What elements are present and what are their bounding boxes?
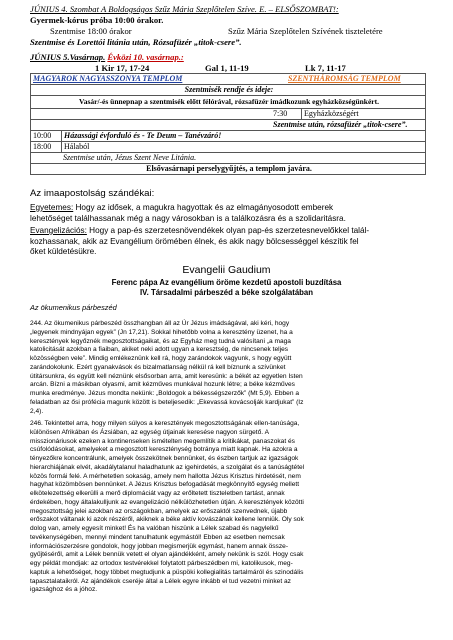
paragraph-line: csúfolódásokat, amelyeket a megosztott kereszténység botránya miatt kapnak. Ha azokra a	[30, 446, 298, 454]
reading-3: Lk 7, 11-17	[305, 63, 346, 73]
schedule-note: Szentmise után, rózsafüzér „titok-csere”.	[273, 120, 408, 129]
sunday-date: JÚNIUS 5.Vasárnap.	[30, 52, 106, 62]
paragraph-line: közösségben vele”. Mindig emlékeznünk kell rá, hogy zarándokok vagyunk, s hogy együtt	[30, 355, 292, 362]
order-title-row	[31, 85, 425, 96]
paragraph-line: közös formái felé. A mérhetetlen sokaság, amely nem hallotta Jézus Krisztus hirdetését, nem	[30, 472, 301, 480]
mass-schedule-table	[30, 73, 426, 175]
schedule-time: 7:30	[273, 109, 288, 118]
gaudium-subtitle-2: IV. Társadalmi párbeszéd a béke szolgálatában	[139, 288, 314, 297]
gaudium-title: Evangelii Gaudium	[182, 264, 271, 276]
evangelizing-intention-label: Evangelizációs:	[30, 226, 87, 235]
paragraph-line: „legyenek mindnyájan egyek” (Jn 17,21). Sokkal hihetőbb volna a keresztény üzenet, ha a	[30, 328, 293, 336]
evangelizing-intention-line: őket küldetésükre.	[30, 247, 97, 257]
paragraph-line: hagyhat közömbösen bennünket. A Jézus Krisztus befogadását megkönnyítő egység mellett	[30, 481, 300, 489]
paragraph-line: gyűjtéséről, amit a Lélek bennük vetett el olyan ajándékként, amely nekünk is szól. Hogy csak	[30, 551, 304, 559]
schedule-note	[61, 153, 271, 164]
schedule-row	[31, 120, 425, 131]
paragraph-line: megosztottság jelei azokban az országokban, amelyek az erőszaktól szenvednek, újabb	[30, 507, 288, 515]
paragraph-line: elkötelezettség elkerülli a merő diplomáciát vagy az erőltetett tiszteletben tartást, annak	[30, 490, 285, 497]
evangelizing-intention-line: kozhassanak, akik az Evangélium örömében élnek, és akik nagy bölcsességgel készítik fel	[30, 236, 359, 246]
general-intention-label: Egyetemes:	[30, 203, 74, 212]
schedule-time: 18:00	[33, 142, 52, 151]
choir-rehearsal: Gyermek-kórus próba 10:00 órakor.	[30, 15, 164, 25]
paragraph-246	[30, 420, 425, 595]
saturday-litany-note: Szentmise és Lorettói litánia után, Rózsafüzér „titok-csere”.	[30, 37, 242, 47]
schedule-intention: Hálaból	[61, 142, 271, 153]
schedule-row	[31, 131, 425, 142]
schedule-note-text: Szentmise után, Jézus Szent Neve Litánia.	[63, 153, 197, 162]
paragraph-line: információszerzésre gondolok, hogy jobban megismerjük egymást, hanem annak össze-	[30, 542, 289, 550]
paragraph-line: arcán. Bízni a másikban olyasmi, amit kézműves munkával hozunk létre; a béke kézműves	[30, 381, 295, 389]
sunday-week-name: Évközi 10. vasárnap.:	[107, 52, 184, 62]
collection-row	[31, 164, 425, 175]
paragraph-line: kaptuk a lehetőséget, hogy többet megtudjunk a püspöki kollegialitás tartalmáról és szinodális	[30, 568, 304, 576]
saturday-heading	[30, 4, 339, 14]
paragraph-line: igazsághoz és a jóhoz.	[30, 586, 98, 594]
collection-note: Elsővasárnapi perselygyűjtés, a templom javára.	[146, 164, 312, 173]
paragraph-line: katolicitását azokban a fiaiban, akiket neki adott ugyan a keresztség, de nincsenek teljes	[30, 346, 289, 354]
paragraph-244	[30, 320, 425, 416]
evangelizing-intention-line: Hogy a pap-és szerzetesnövendékek olyan pap-és szerzetesnevelőkkel talál-	[89, 226, 370, 235]
schedule-time: 10:00	[33, 131, 52, 140]
paragraph-line: 2,4).	[30, 407, 44, 415]
church-right-name: SZENTHÁROMSÁG TEMPLOM	[288, 74, 401, 83]
paragraph-line: tényezőkre koncentrálunk, amelyek összekötnek bennünket, és észben tartjuk az igazságok	[30, 455, 299, 462]
paragraph-line: útitársunkra, és együtt kell néznünk elsősorban arra, amit keresünk: a békét az egyetlen Isten	[30, 372, 303, 380]
schedule-row	[31, 142, 425, 153]
paragraph-line: dolog van, amely egyesít minket! És ha valóban hiszünk a Lélek szabad és nagylelkű	[30, 525, 279, 532]
paragraph-line: tevékenységében, mennyi mindent tanulhatunk egymástól! Ebben az esetben nemcsak	[30, 533, 285, 541]
general-intention-line: Hogy az idősek, a magukra hagyottak és az elmagányosodott emberek	[75, 203, 334, 212]
schedule-row	[31, 109, 425, 120]
paragraph-line: egy példát mondjak: az ortodox testvérekkel folytatott párbeszédben mi, katolikusok, meg-	[30, 560, 293, 567]
mass-order-title: Szentmisék rendje és ideje:	[184, 85, 274, 94]
general-intention-line: lehetőséget találhassanak még a nagy városokban is a találkozásra és a szolidaritásra.	[30, 213, 346, 223]
saturday-mass-time: Szentmise 18:00 órakor	[50, 26, 132, 36]
paragraph-line: különösen Afrikában és Ázsiában, az egység útjainak keresése nagyon sürgető. A	[30, 428, 269, 436]
paragraph-line: tapasztalataikról. Az ajándékok cseréje által a Lélek egyre inkább el tud vezetni minket az	[30, 577, 291, 585]
rosary-note: Vasár/-és ünnepnap a szentmisék előtt félórával, rózsafüzér imádkozunk egyházközségünkért.	[79, 97, 379, 106]
evangelizing-intention	[30, 226, 425, 258]
schedule-row	[31, 153, 425, 164]
saturday-heading-text: JÚNIUS 4. Szombat A Boldogságos Szűz Mária Szeplőtelen Szíve. E. – ELSŐSZOMBAT!:	[30, 4, 339, 14]
paragraph-line: érdekében, hogy általakulljunk az evangelizáció nélkülözhetetlen útján. A keresztények közötti	[30, 498, 304, 506]
paragraph-line: misszionáriusok ezeken a kontinenseken ismételten megemlítik a kritikákat, panaszokat és	[30, 437, 295, 445]
prayer-intentions-title: Az imaapostolság szándékai:	[30, 188, 155, 199]
paragraph-line: 244. Az ökumenikus párbeszéd összhangban áll az Úr Jézus imádságával, aki kéri, hogy	[30, 320, 290, 327]
schedule-intention-text: Házassági évforduló és - Te Deum – Tanévzáró!	[64, 131, 222, 140]
paragraph-line: munka eredménye. Jézus mondta nekünk: „Boldogok a békességszerzők” (Mt 5,9). Ebben a	[30, 390, 300, 397]
paragraph-line: hierarchiájának elvét, akadálytalanul haladhatunk az igehirdetés, a szolgálat és a tanúságtétel	[30, 463, 305, 471]
paragraph-line: keresztények legyőznék megosztottságaikat, és az Egyház meg tudná valósítani „a maga	[30, 337, 291, 345]
saturday-mass-intention: Szűz Mária Szeplőtelen Szívének tiszteletére	[228, 26, 383, 36]
general-intention	[30, 203, 425, 224]
church-left-name: MAGYAROK NAGYASSZONYA TEMPLOM	[33, 74, 183, 83]
reading-1: 1 Kir 17, 17-24	[95, 63, 150, 73]
paragraph-line: feladatban az ősi prófécia magunk között is beteljesedik: „Ekevassá kovácsolják kardjukat” (Iz	[30, 398, 304, 406]
schedule-intention	[61, 131, 271, 142]
gaudium-subtitle-1: Ferenc pápa Az evangélium öröme kezdetű apostoli buzdítása	[111, 278, 342, 287]
gaudium-section-title: Az ökumenikus párbeszéd	[30, 303, 117, 312]
rosary-note-row	[31, 96, 425, 109]
church-header-row	[31, 74, 425, 85]
paragraph-line: erőszakot váltanak ki azok részéről, akiknek a béke aktív kovászának kellene lenniük. Oly sok	[30, 516, 304, 524]
sunday-heading	[30, 52, 184, 62]
schedule-intention: Egyházközségért	[301, 109, 427, 120]
reading-2: Gal 1, 11-19	[205, 63, 249, 73]
paragraph-line: zarándokolunk. Ezért gyanakvások és bizalmatlanság nélkül rá kell bíznunk a szívünket	[30, 363, 286, 371]
paragraph-line: 246. Tekintettel arra, hogy milyen súlyos a keresztények megosztottságának ellen-tanúsága,	[30, 420, 300, 427]
